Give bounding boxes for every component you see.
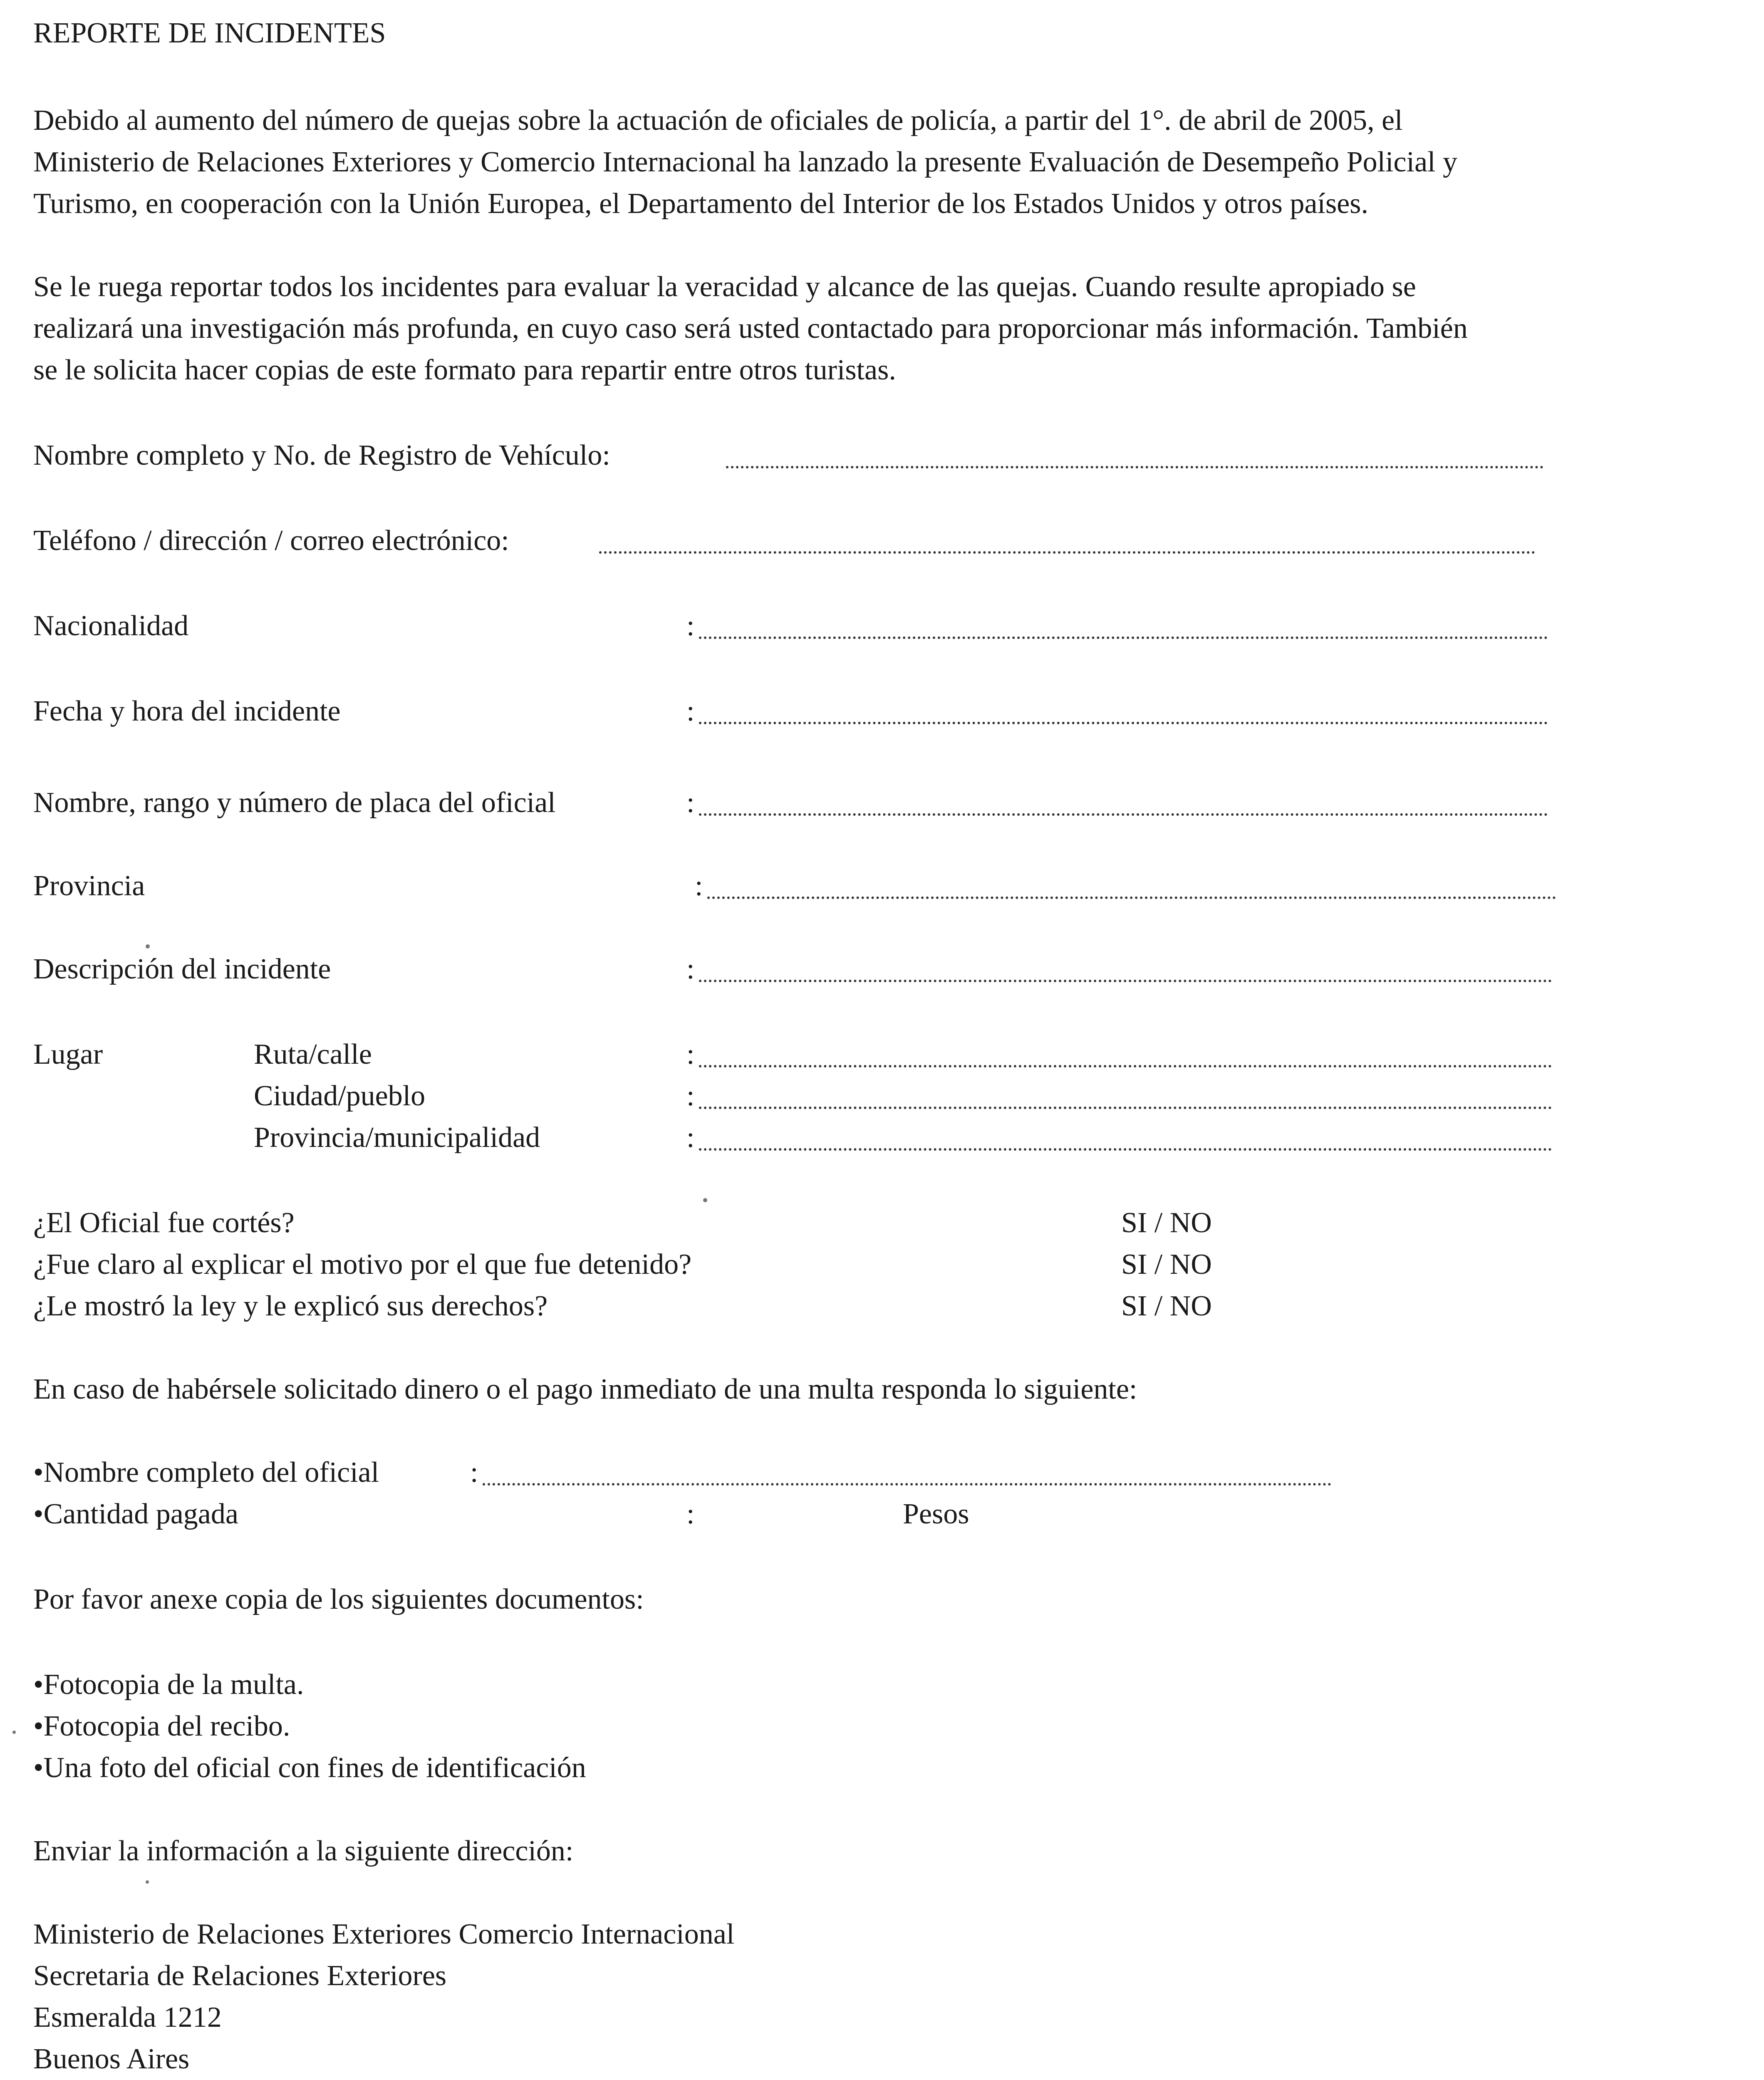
request-line: Se le ruega reportar todos los incidentes para evaluar la veracidad y alcance de las quejas. Cuando resulte apropiado se [33, 271, 1416, 303]
colon: : [470, 1456, 478, 1488]
question-ley: ¿Le mostró la ley y le explicó sus derechos? [33, 1290, 548, 1322]
attach-item: •Fotocopia de la multa. [33, 1669, 304, 1701]
attach-intro: Por favor anexe copia de los siguientes documentos: [33, 1583, 644, 1615]
field-line-oficial-nombre[interactable] [483, 1483, 1331, 1486]
scan-speck [146, 944, 150, 948]
field-label-oficial: Nombre, rango y número de placa del oficial [33, 787, 556, 819]
pesos-label: Pesos [903, 1498, 969, 1530]
field-label-nacionalidad: Nacionalidad [33, 610, 189, 642]
address-line: Esmeralda 1212 [33, 2001, 222, 2033]
field-label-fecha-hora: Fecha y hora del incidente [33, 695, 341, 727]
colon: : [686, 610, 695, 642]
field-label-cantidad: •Cantidad pagada [33, 1498, 238, 1530]
colon: : [686, 787, 695, 819]
scan-speck [146, 1880, 149, 1884]
answer-si-no[interactable]: SI / NO [1121, 1290, 1212, 1322]
attach-item: •Fotocopia del recibo. [33, 1710, 290, 1742]
address-line: Buenos Aires [33, 2043, 190, 2075]
field-label-oficial-nombre: •Nombre completo del oficial [33, 1456, 379, 1488]
field-line-ruta[interactable] [699, 1065, 1552, 1067]
address-line: Ministerio de Relaciones Exteriores Comercio Internacional [33, 1918, 735, 1950]
answer-si-no[interactable]: SI / NO [1121, 1207, 1212, 1239]
field-label-prov-muni: Provincia/municipalidad [254, 1122, 540, 1154]
field-line-ciudad[interactable] [699, 1107, 1552, 1109]
field-label-descripcion: Descripción del incidente [33, 953, 331, 985]
field-line-prov-muni[interactable] [699, 1148, 1552, 1151]
field-line-descripcion[interactable] [699, 980, 1552, 982]
intro-line: Debido al aumento del número de quejas sobre la actuación de oficiales de policía, a partir del 1°. de abril de 2005, el [33, 104, 1403, 136]
field-label-contacto: Teléfono / dirección / correo electrónico: [33, 525, 509, 557]
field-label-ciudad: Ciudad/pueblo [254, 1080, 426, 1112]
field-label-lugar: Lugar [33, 1038, 103, 1070]
colon: : [695, 870, 703, 902]
scan-speck [12, 1731, 16, 1734]
question-cortes: ¿El Oficial fue cortés? [33, 1207, 295, 1239]
question-motivo: ¿Fue claro al explicar el motivo por el que fue detenido? [33, 1248, 692, 1280]
colon: : [686, 953, 695, 985]
colon: : [686, 1498, 695, 1530]
field-line-provincia[interactable] [707, 896, 1556, 899]
request-line: se le solicita hacer copias de este formato para repartir entre otros turistas. [33, 354, 896, 386]
address-line: Secretaria de Relaciones Exteriores [33, 1960, 447, 1992]
send-intro: Enviar la información a la siguiente dirección: [33, 1835, 574, 1867]
request-line: realizará una investigación más profunda, en cuyo caso será usted contactado para proporcionar más información. También [33, 312, 1468, 344]
answer-si-no[interactable]: SI / NO [1121, 1248, 1212, 1280]
money-intro: En caso de habérsele solicitado dinero o el pago inmediato de una multa responda lo siguiente: [33, 1373, 1137, 1405]
field-label-provincia: Provincia [33, 870, 145, 902]
attach-item: •Una foto del oficial con fines de identificación [33, 1752, 586, 1784]
field-line-nombre-registro[interactable] [726, 466, 1544, 468]
field-line-contacto[interactable] [599, 551, 1535, 554]
intro-line: Ministerio de Relaciones Exteriores y Comercio Internacional ha lanzado la presente Evaluación de Desempeño Policial y [33, 146, 1457, 178]
colon: : [686, 695, 695, 727]
document-title: REPORTE DE INCIDENTES [33, 17, 386, 49]
field-label-ruta: Ruta/calle [254, 1038, 372, 1070]
field-line-oficial[interactable] [699, 813, 1548, 816]
field-label-nombre-registro: Nombre completo y No. de Registro de Vehículo: [33, 439, 610, 471]
colon: : [686, 1122, 695, 1154]
intro-line: Turismo, en cooperación con la Unión Europea, el Departamento del Interior de los Estados Unidos y otros países. [33, 188, 1368, 220]
colon: : [686, 1038, 695, 1070]
colon: : [686, 1080, 695, 1112]
field-line-fecha-hora[interactable] [699, 722, 1548, 724]
field-line-nacionalidad[interactable] [699, 636, 1548, 639]
scan-speck [703, 1198, 707, 1202]
